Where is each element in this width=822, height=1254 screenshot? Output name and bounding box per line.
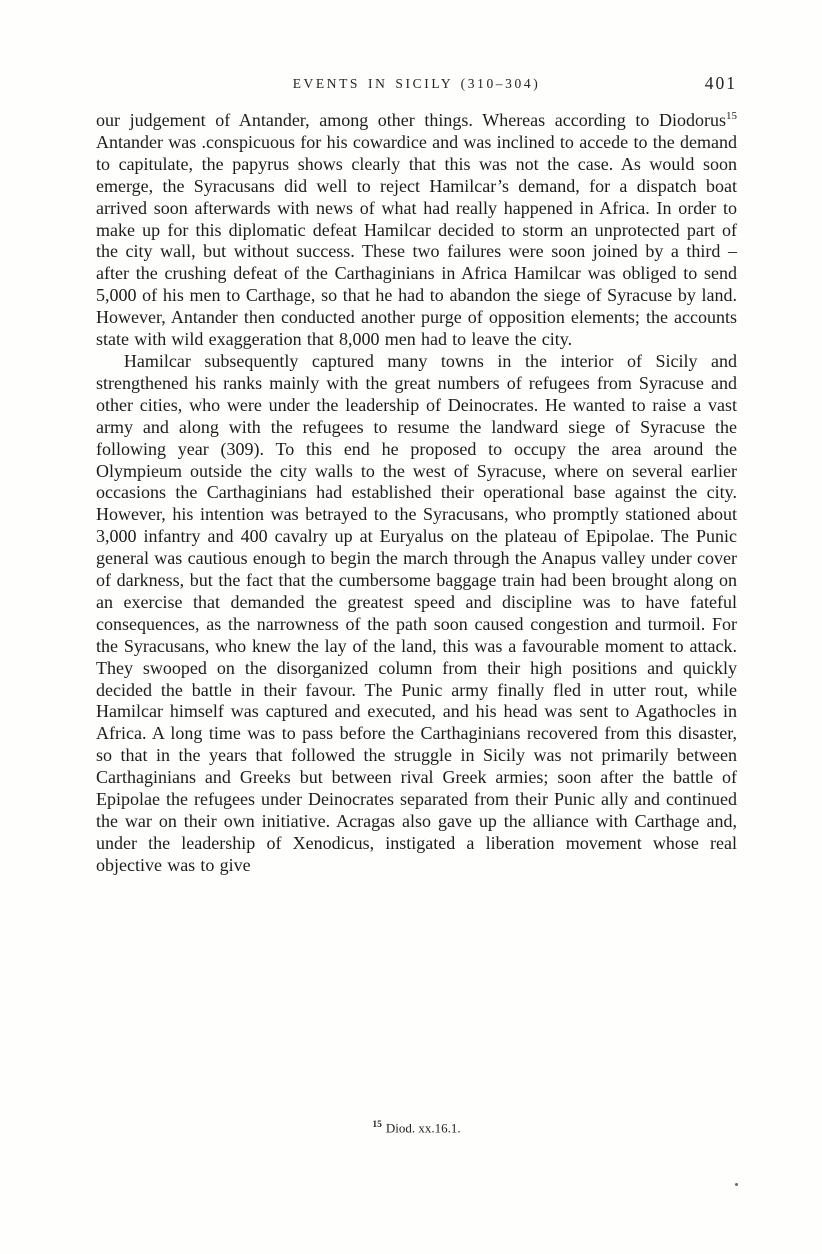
paragraph-2: Hamilcar subsequently captured many towns in the interior of Sicily and strengthened his ranks mainly with the great numbers of refugees from Syracuse and other cities, who were under the leadership of Deinocrates. He wanted to raise a vast army and along with the refugees to resume the landward siege of Syracuse the following year (309). To this end he proposed to occupy the area around the Olympieum outside the city walls to the west of Syracuse, where on several earlier occasions the Carthaginians had established their operational base against the city. However, his intention was betrayed to the Syracusans, who promptly stationed about 3,000 infantry and 400 cavalry up at Euryalus on the plateau of Epipolae. The Punic general was cautious enough to begin the march through the Anapus valley under cover of darkness, but the fact that the cumbersome baggage train had been brought along on an exercise that demanded the greatest speed and discipline was to have fateful consequences, as the narrowness of the path soon caused congestion and turmoil. For the Syracusans, who knew the lay of the land, this was a favourable moment to attack. They swooped on the disorganized column from their high positions and quickly decided the battle in their favour. The Punic army finally fled in utter rout, while Hamilcar himself was captured and executed, and his head was sent to Agathocles in Africa. A long time was to pass before the Carthaginians recovered from this disaster, so that in the years that followed the struggle in Sicily was not primarily between Carthaginians and Greeks but between rival Greek armies; soon after the battle of Epipolae the refugees under Deinocrates separated from their Punic ally and continued the war on their own initiative. Acragas also gave up the alliance with Carthage and, under the leadership of Xenodicus, instigated a liberation movement whose real objective was to give: [96, 350, 737, 875]
running-head-title: EVENTS IN SICILY (310–304): [292, 76, 541, 91]
footnote-text: Diod. xx.16.1.: [385, 1120, 461, 1136]
paragraph-1-text-after-ref: Antander was .conspicuous for his cowardice and was inclined to accede to the demand to capitulate, the papyrus shows clearly that this was not the case. As would soon emerge, the Syracusans did well to reject Hamilcar’s demand, for a dispatch boat arrived soon afterwards with news of what had really happened in Africa. In order to make up for this diplomatic defeat Hamilcar decided to storm an unprotected part of the city wall, but without success. These two failures were soon joined by a third – after the crushing defeat of the Carthaginians in Africa Hamilcar was obliged to send 5,000 of his men to Carthage, so that he had to abandon the siege of Syracuse by land. However, Antander then conducted another purge of opposition elements; the accounts state with wild exaggeration that 8,000 men had to leave the city.: [96, 131, 737, 350]
paragraph-1: [96, 110, 737, 351]
paragraph-1-text-before-ref: our judgement of Antander, among other things. Whereas according to Diodorus: [96, 110, 726, 130]
footnote-number: 15: [372, 1120, 382, 1130]
body-text: [96, 110, 737, 877]
running-head: [96, 73, 737, 96]
page-number: 401: [704, 73, 737, 93]
footnote-reference-marker: 15: [726, 110, 737, 122]
scan-artifact-dot: [735, 1183, 738, 1186]
footnote: [96, 1120, 737, 1136]
